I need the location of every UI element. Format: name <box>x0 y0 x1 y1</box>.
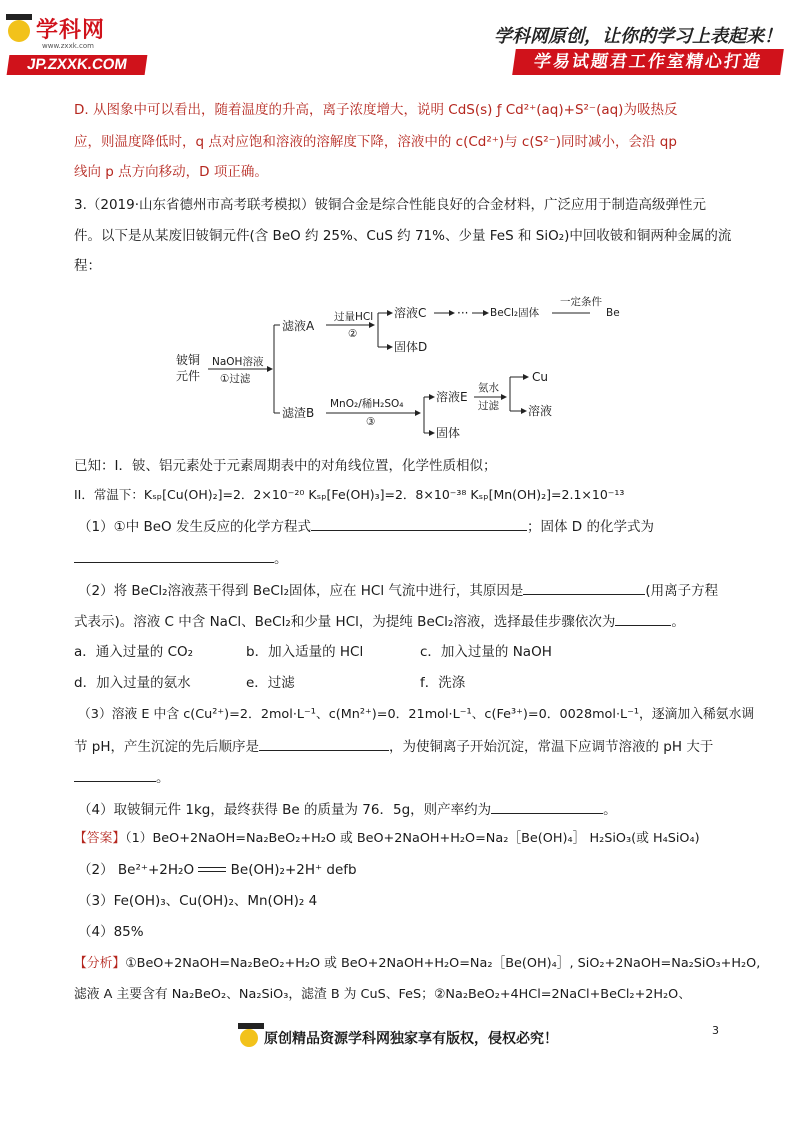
q1-answer-blank-1[interactable] <box>311 516 527 531</box>
filtrate-a-label: 滤液A <box>282 319 315 333</box>
condition-label: 一定条件 <box>560 296 602 308</box>
step3-label: ③ <box>366 416 376 428</box>
q3-text-b: 节 pH，产生沉淀的先后顺序是 <box>74 739 260 755</box>
q4-text-b: 。 <box>603 802 617 818</box>
step2-label: ② <box>348 328 358 340</box>
footer-copyright: 原创精品资源学科网独家享有版权，侵权必究！ <box>264 1031 558 1047</box>
analysis-d-line-1: D. 从图象中可以看出，随着温度的升高，离子浓度增大，说明 CdS(s) ƒ Cd²⁺(aq)+S²⁻(aq)为吸热反 <box>74 102 678 118</box>
q1-text-a: （1）①中 BeO 发生反应的化学方程式 <box>78 519 311 535</box>
solution-c-label: 溶液C <box>394 306 427 320</box>
q3-answer-blank-2[interactable] <box>74 767 156 782</box>
hcl-label: 过量HCl <box>334 311 374 323</box>
q2-text-c: 式表示)。溶液 C 中含 NaCl、BeCl₂和少量 HCl，为提纯 BeCl₂溶液，选择最佳步骤依次为 <box>74 614 616 630</box>
mascot-icon <box>8 20 30 42</box>
process-flowchart <box>170 295 620 450</box>
step1-label: ①过滤 <box>220 373 251 385</box>
q1-text-c: 。 <box>274 551 288 567</box>
logo-text: 学科网 <box>36 18 106 43</box>
analysis-line-1 <box>74 954 760 974</box>
answer-2-post: Be(OH)₂+2H⁺ defb <box>230 862 357 878</box>
be-label: Be <box>606 307 620 319</box>
dots-label: ··· <box>457 306 469 320</box>
option-b: b．加入适量的 HCl <box>246 644 364 660</box>
solid-label: 固体 <box>436 426 461 440</box>
becl2-label: BeCl₂固体 <box>490 307 540 319</box>
option-f: f．洗涤 <box>420 675 466 691</box>
answer-line-1 <box>74 829 700 849</box>
solution-e-label: 溶液E <box>436 390 468 404</box>
answer-1: （1）BeO+2NaOH=Na₂BeO₂+H₂O 或 BeO+2NaOH+H₂O=Na₂［Be(OH)₄］ H₂SiO₃(或 H₄SiO₄) <box>125 831 700 846</box>
option-a: a．通入过量的 CO₂ <box>74 644 194 660</box>
ammonia-label: 氨水 <box>478 382 499 394</box>
question-line-1: 3.（2019·山东省德州市高考联考模拟）铍铜合金是综合性能良好的合金材料，广泛应用于制造高级弹性元 <box>74 197 707 213</box>
equilibrium-arrow-icon <box>198 865 226 875</box>
analysis-text-1: ①BeO+2NaOH=Na₂BeO₂+H₂O 或 BeO+2NaOH+H₂O=Na₂［Be(OH)₄］, SiO₂+2NaOH=Na₂SiO₃+H₂O, <box>125 956 761 971</box>
residue-b-label: 滤渣B <box>282 406 315 420</box>
answer-label: 【答案】 <box>74 831 126 846</box>
answer-3: （3）Fe(OH)₃、Cu(OH)₂、Mn(OH)₂ 4 <box>78 893 318 909</box>
q2-line-1 <box>78 580 718 601</box>
analysis-line-2: 滤液 A 主要含有 Na₂BeO₂、Na₂SiO₃，滤渣 B 为 CuS、FeS；②Na₂BeO₂+4HCl=2NaCl+BeCl₂+2H₂O、 <box>74 987 692 1002</box>
q3-text-c: ，为使铜离子开始沉淀，常温下应调节溶液的 pH 大于 <box>389 739 714 755</box>
header-slogan: 学科网原创，让你的学习上表起来！ <box>494 26 782 47</box>
studio-banner: 学易试题君工作室精心打造 <box>512 49 784 75</box>
mascot-icon <box>240 1029 258 1047</box>
q1-line <box>78 516 654 537</box>
footer <box>240 1028 558 1048</box>
analysis-d-line-3: 线向 p 点方向移动，D 项正确。 <box>74 164 268 180</box>
q1-answer-blank-2[interactable] <box>74 548 274 563</box>
q3-line-3 <box>74 767 170 788</box>
cu-label: Cu <box>532 370 548 384</box>
known-line-1: 已知：I．铍、铝元素处于元素周期表中的对角线位置，化学性质相似； <box>74 458 497 474</box>
start-label-2: 元件 <box>176 369 201 383</box>
page-number: 3 <box>712 1024 719 1037</box>
option-d: d．加入过量的氨水 <box>74 675 191 691</box>
q1-text-b: ；固体 D 的化学式为 <box>526 519 654 535</box>
answer-line-2 <box>78 860 357 880</box>
q4-line <box>78 799 617 820</box>
q3-line-1: （3）溶液 E 中含 c(Cu²⁺)=2．2mol·L⁻¹、c(Mn²⁺)=0．21mol·L⁻¹、c(Fe³⁺)=0．0028mol·L⁻¹，逐滴加入稀氨水调 <box>78 707 755 722</box>
question-line-3: 程： <box>74 258 101 274</box>
site-logo[interactable] <box>8 18 106 50</box>
option-e: e．过滤 <box>246 675 295 691</box>
q3-line-2 <box>74 736 713 757</box>
site-url-banner[interactable]: JP.ZXXK.COM <box>7 55 148 75</box>
naoh-label: NaOH溶液 <box>212 356 264 368</box>
start-label-1: 铍铜 <box>176 353 201 367</box>
q4-answer-blank[interactable] <box>491 799 603 814</box>
q2-answer-blank-1[interactable] <box>523 580 645 595</box>
q2-line-2 <box>74 611 685 632</box>
q2-text-b: (用离子方程 <box>645 583 719 599</box>
logo-subtext: www.zxxk.com <box>42 42 94 50</box>
mno2-label: MnO₂/稀H₂SO₄ <box>330 398 404 410</box>
analysis-label: 【分析】 <box>74 956 126 971</box>
q2-text-a: （2）将 BeCl₂溶液蒸干得到 BeCl₂固体，应在 HCl 气流中进行，其原因是 <box>78 583 524 599</box>
analysis-d-line-2: 应，则温度降低时，q 点对应饱和溶液的溶解度下降，溶液中的 c(Cd²⁺)与 c(S²⁻)同时减小，会沿 qp <box>74 134 677 150</box>
question-line-2: 件。以下是从某废旧铍铜元件(含 BeO 约 25%、CuS 约 71%、少量 FeS 和 SiO₂)中回收铍和铜两种金属的流 <box>74 228 732 244</box>
answer-4: （4）85% <box>78 924 144 940</box>
solution-label: 溶液 <box>528 404 553 418</box>
answer-2-pre: （2） Be²⁺+2H₂O <box>78 862 195 878</box>
filter-label: 过滤 <box>478 400 499 412</box>
known-line-2: II．常温下：Kₛₚ[Cu(OH)₂]=2．2×10⁻²⁰ Kₛₚ[Fe(OH)₃]=2．8×10⁻³⁸ Kₛₚ[Mn(OH)₂]=2.1×10⁻¹³ <box>74 487 625 502</box>
q3-answer-blank-1[interactable] <box>259 736 389 751</box>
solid-d-label: 固体D <box>394 340 428 354</box>
option-c: c．加入过量的 NaOH <box>420 644 552 660</box>
q2-answer-blank-2[interactable] <box>615 611 671 626</box>
q1-line-2 <box>74 548 288 569</box>
q3-text-d: 。 <box>156 770 170 786</box>
q4-text-a: （4）取铍铜元件 1kg，最终获得 Be 的质量为 76．5g，则产率约为 <box>78 802 492 818</box>
q2-text-d: 。 <box>671 614 685 630</box>
